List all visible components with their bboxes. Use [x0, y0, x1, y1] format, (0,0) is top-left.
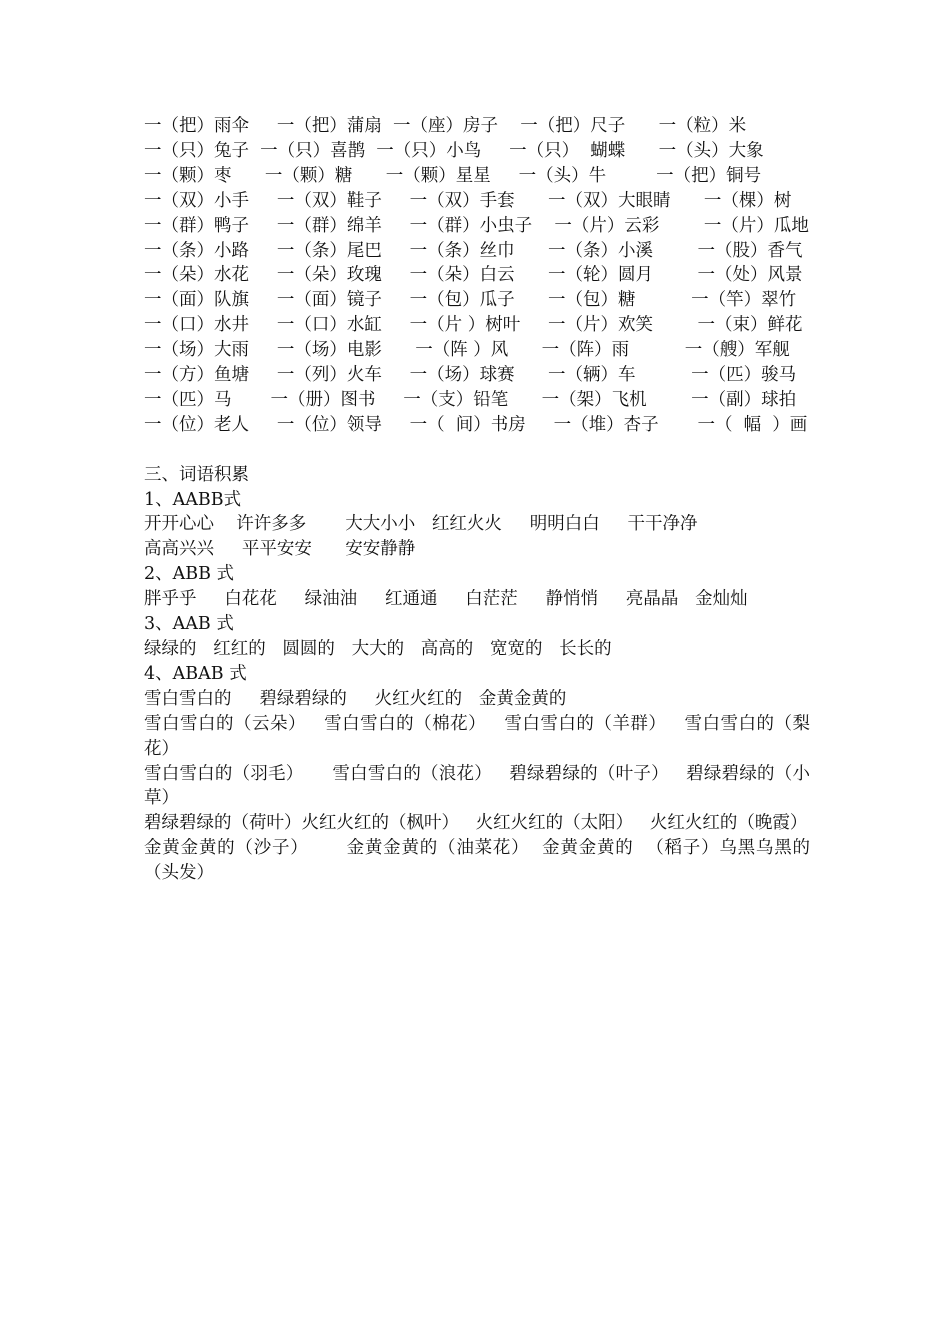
measure-word-line: 一（匹）马 一（册）图书 一（支）铅笔 一（架）飞机 一（副）球拍	[144, 389, 797, 410]
abab-line: 金黄金黄的（沙子） 金黄金黄的（油菜花） 金黄金黄的 （稻子）乌黑乌黑的（头发）	[144, 838, 810, 884]
measure-word-line: 一（只）兔子 一（只）喜鹊 一（只）小鸟 一（只） 蝴蝶 一（头）大象	[144, 140, 764, 161]
measure-word-line: 一（双）小手 一（双）鞋子 一（双）手套 一（双）大眼睛 一（棵）树	[144, 190, 792, 211]
measure-word-line: 一（面）队旗 一（面）镜子 一（包）瓜子 一（包）糖 一（竿）翠竹	[144, 290, 797, 311]
abb-line: 胖乎乎 白花花 绿油油 红通通 白茫茫 静悄悄 亮晶晶 金灿灿	[144, 589, 748, 610]
measure-word-line: 一（方）鱼塘 一（列）火车 一（场）球赛 一（辆）车 一（匹）骏马	[144, 365, 797, 386]
blank-line	[144, 438, 810, 463]
aabb-title: 1、AABB式	[144, 489, 242, 510]
measure-word-list	[144, 114, 810, 438]
measure-word-line: 一（颗）枣 一（颗）糖 一（颗）星星 一（头）牛 一（把）铜号	[144, 165, 762, 186]
measure-word-line: 一（条）小路 一（条）尾巴 一（条）丝巾 一（条）小溪 一（股）香气	[144, 240, 803, 261]
section-word-accumulation	[144, 463, 810, 886]
section-heading: 三、词语积累	[144, 464, 249, 485]
aabb-line: 高高兴兴 平平安安 安安静静	[144, 539, 416, 560]
measure-word-line: 一（把）雨伞 一（把）蒲扇 一（座）房子 一（把）尺子 一（粒）米	[144, 116, 747, 136]
abb-title: 2、ABB 式	[144, 564, 235, 585]
measure-word-line: 一（场）大雨 一（场）电影 一（阵 ）风 一（阵）雨 一（艘）军舰	[144, 340, 790, 361]
abab-line: 雪白雪白的 碧绿碧绿的 火红火红的 金黄金黄的	[144, 688, 567, 709]
abab-line: 碧绿碧绿的（荷叶）火红火红的（枫叶） 火红火红的（太阳） 火红火红的（晚霞）	[144, 813, 808, 834]
abab-line: 雪白雪白的（云朵） 雪白雪白的（棉花） 雪白雪白的（羊群） 雪白雪白的（梨花）	[144, 713, 810, 759]
aabb-line: 开开心心 许许多多 大大小小 红红火火 明明白白 干干净净	[144, 514, 698, 535]
measure-word-line: 一（朵）水花 一（朵）玫瑰 一（朵）白云 一（轮）圆月 一（处）风景	[144, 265, 803, 286]
abab-line: 雪白雪白的（羽毛） 雪白雪白的（浪花） 碧绿碧绿的（叶子） 碧绿碧绿的（小草）	[144, 763, 810, 809]
aab-title: 3、AAB 式	[144, 614, 234, 635]
measure-word-line: 一（群）鸭子 一（群）绵羊 一（群）小虫子 一（片）云彩 一（片）瓜地	[144, 215, 809, 236]
document-content	[144, 114, 810, 886]
measure-word-line: 一（口）水井 一（口）水缸 一（片 ）树叶 一（片）欢笑 一（束）鲜花	[144, 315, 803, 336]
abab-title: 4、ABAB 式	[144, 663, 247, 684]
measure-word-line: 一（位）老人 一（位）领导 一（ 间）书房 一（堆）杏子 一（ 幅 ）画	[144, 414, 808, 435]
aab-line: 绿绿的 红红的 圆圆的 大大的 高高的 宽宽的 长长的	[144, 639, 612, 660]
